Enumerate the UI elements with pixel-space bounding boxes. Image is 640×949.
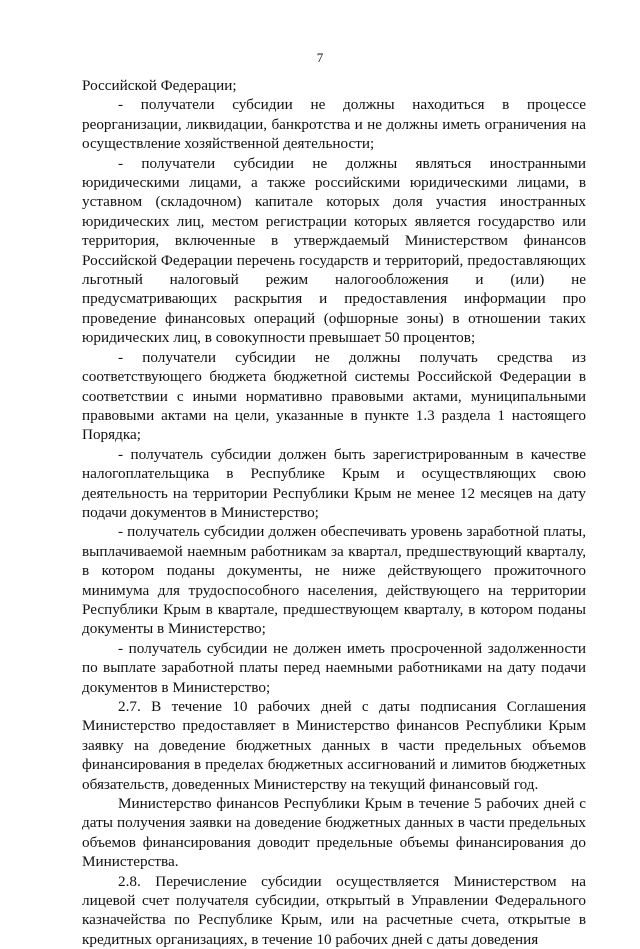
document-body [82,76,586,949]
list-item-no-other-budget-funds: - получатели субсидии не должны получать средства из соответствующего бюджета бюджетной системы Российской Федерации в соответствии с иными нормативно правовыми актами, муниципальными правовыми актами на цели, указанные в пункте 1.3 раздела 1 настоящего Порядка; [82,348,586,444]
clause-2-7-continued: Министерство финансов Республики Крым в течение 5 рабочих дней с даты получения заявки на доведение бюджетных данных в части предельных объемов финансирования доводит предельные объемы финансирования до Министерства. [82,795,586,871]
list-item-no-foreign-entities: - получатели субсидии не должны являться иностранными юридическими лицами, а также российскими юридическими лицами, в уставном (складочном) капитале которых доля участия иностранных юридических лиц, местом регистрации которых является государство или территория, включенные в утверждаемый Министерством финансов Российской Федерации перечень государств и территорий, предоставляющих льготный налоговый режим налогообложения и (или) не предусматривающих раскрытия и предоставления информации про проведение финансовых операций (офшорные зоны) в отношении таких юридических лиц, в совокупности превышает 50 процентов; [82,154,586,347]
list-item-no-reorganization: - получатели субсидии не должны находиться в процессе реорганизации, ликвидации, банкротства и не должны иметь ограничения на осуществление хозяйственной деятельности; [82,96,586,153]
list-item-wage-level: - получатель субсидии должен обеспечивать уровень заработной платы, выплачиваемой наемным работникам за квартал, предшествующий кварталу, в котором поданы документы, не ниже действующего прожиточного минимума для трудоспособного населения, действующего на территории Республики Крым в квартале, предшествующем кварталу, в котором поданы документы в Министерство; [82,523,586,638]
clause-2-7: 2.7. В течение 10 рабочих дней с даты подписания Соглашения Министерство предоставляет в Министерство финансов Республики Крым заявку на доведение бюджетных данных в части предельных объемов финансирования в пределах бюджетных ассигнований и лимитов бюджетных обязательств, доведенных Министерству на текущий финансовый год. [82,698,586,793]
clause-2-8: 2.8. Перечисление субсидии осуществляется Министерством на лицевой счет получателя субсидии, открытый в Управлении Федерального казначейства по Республике Крым, или на расчетные счета, открытые в кредитных организациях, в течение 10 рабочих дней с даты доведения [82,872,586,948]
paragraph-continuation: Российской Федерации; [82,77,237,94]
list-item-no-wage-arrears: - получатель субсидии не должен иметь просроченной задолженности по выплате заработной платы перед наемными работниками на дату подачи документов в Министерство; [82,639,586,696]
page-number: 7 [316,50,324,65]
list-item-registration-requirement: - получатель субсидии должен быть зарегистрированным в качестве налогоплательщика в Республике Крым и осуществляющих свою деятельность на территории Республики Крым не менее 12 месяцев на дату подачи документов в Министерство; [82,445,586,521]
